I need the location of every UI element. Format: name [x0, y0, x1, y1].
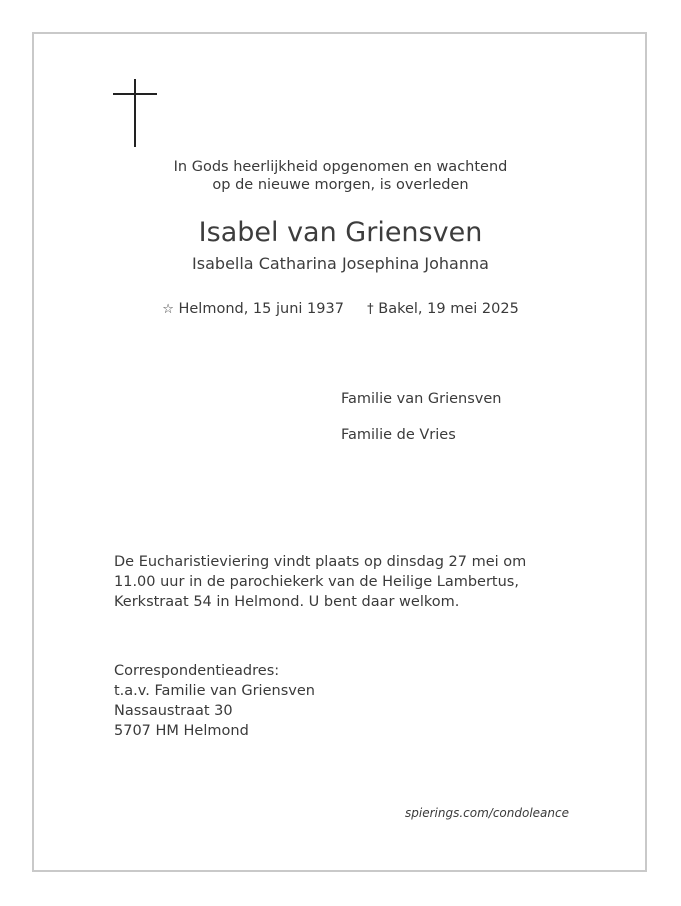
deceased-name: Isabel van Griensven: [198, 217, 483, 248]
intro-line-1: In Gods heerlijkheid opgenomen en wachtend: [173, 159, 508, 175]
family-name: Familie de Vries: [341, 427, 456, 443]
service-line: Kerkstraat 54 in Helmond. U bent daar welkom.: [114, 594, 460, 610]
correspondence-line: Correspondentieadres:: [114, 663, 280, 679]
intro-line-2: op de nieuwe morgen, is overleden: [212, 177, 469, 193]
deceased-full-name: Isabella Catharina Josephina Johanna: [192, 254, 489, 273]
service-line: 11.00 uur in de parochiekerk van de Heilige Lambertus,: [114, 574, 519, 590]
family-name: Familie van Griensven: [341, 391, 502, 407]
cross-horizontal-bar: [113, 93, 157, 95]
death-info: Bakel, 19 mei 2025: [378, 301, 519, 317]
correspondence-line: Nassaustraat 30: [114, 703, 233, 719]
correspondence-address: [114, 661, 315, 741]
correspondence-line: t.a.v. Familie van Griensven: [114, 683, 315, 699]
correspondence-line: 5707 HM Helmond: [114, 723, 249, 739]
service-info: [114, 552, 526, 612]
birth-info: Helmond, 15 juni 1937: [178, 301, 344, 317]
cross-vertical-bar: [134, 79, 136, 147]
condolence-website-link[interactable]: spierings.com/condoleance: [405, 806, 569, 820]
life-dates: [0, 300, 681, 319]
star-icon: ☆: [162, 302, 174, 317]
service-line: De Eucharistieviering vindt plaats op dinsdag 27 mei om: [114, 554, 527, 570]
dagger-icon: †: [367, 302, 374, 317]
cross-icon: [113, 79, 157, 147]
